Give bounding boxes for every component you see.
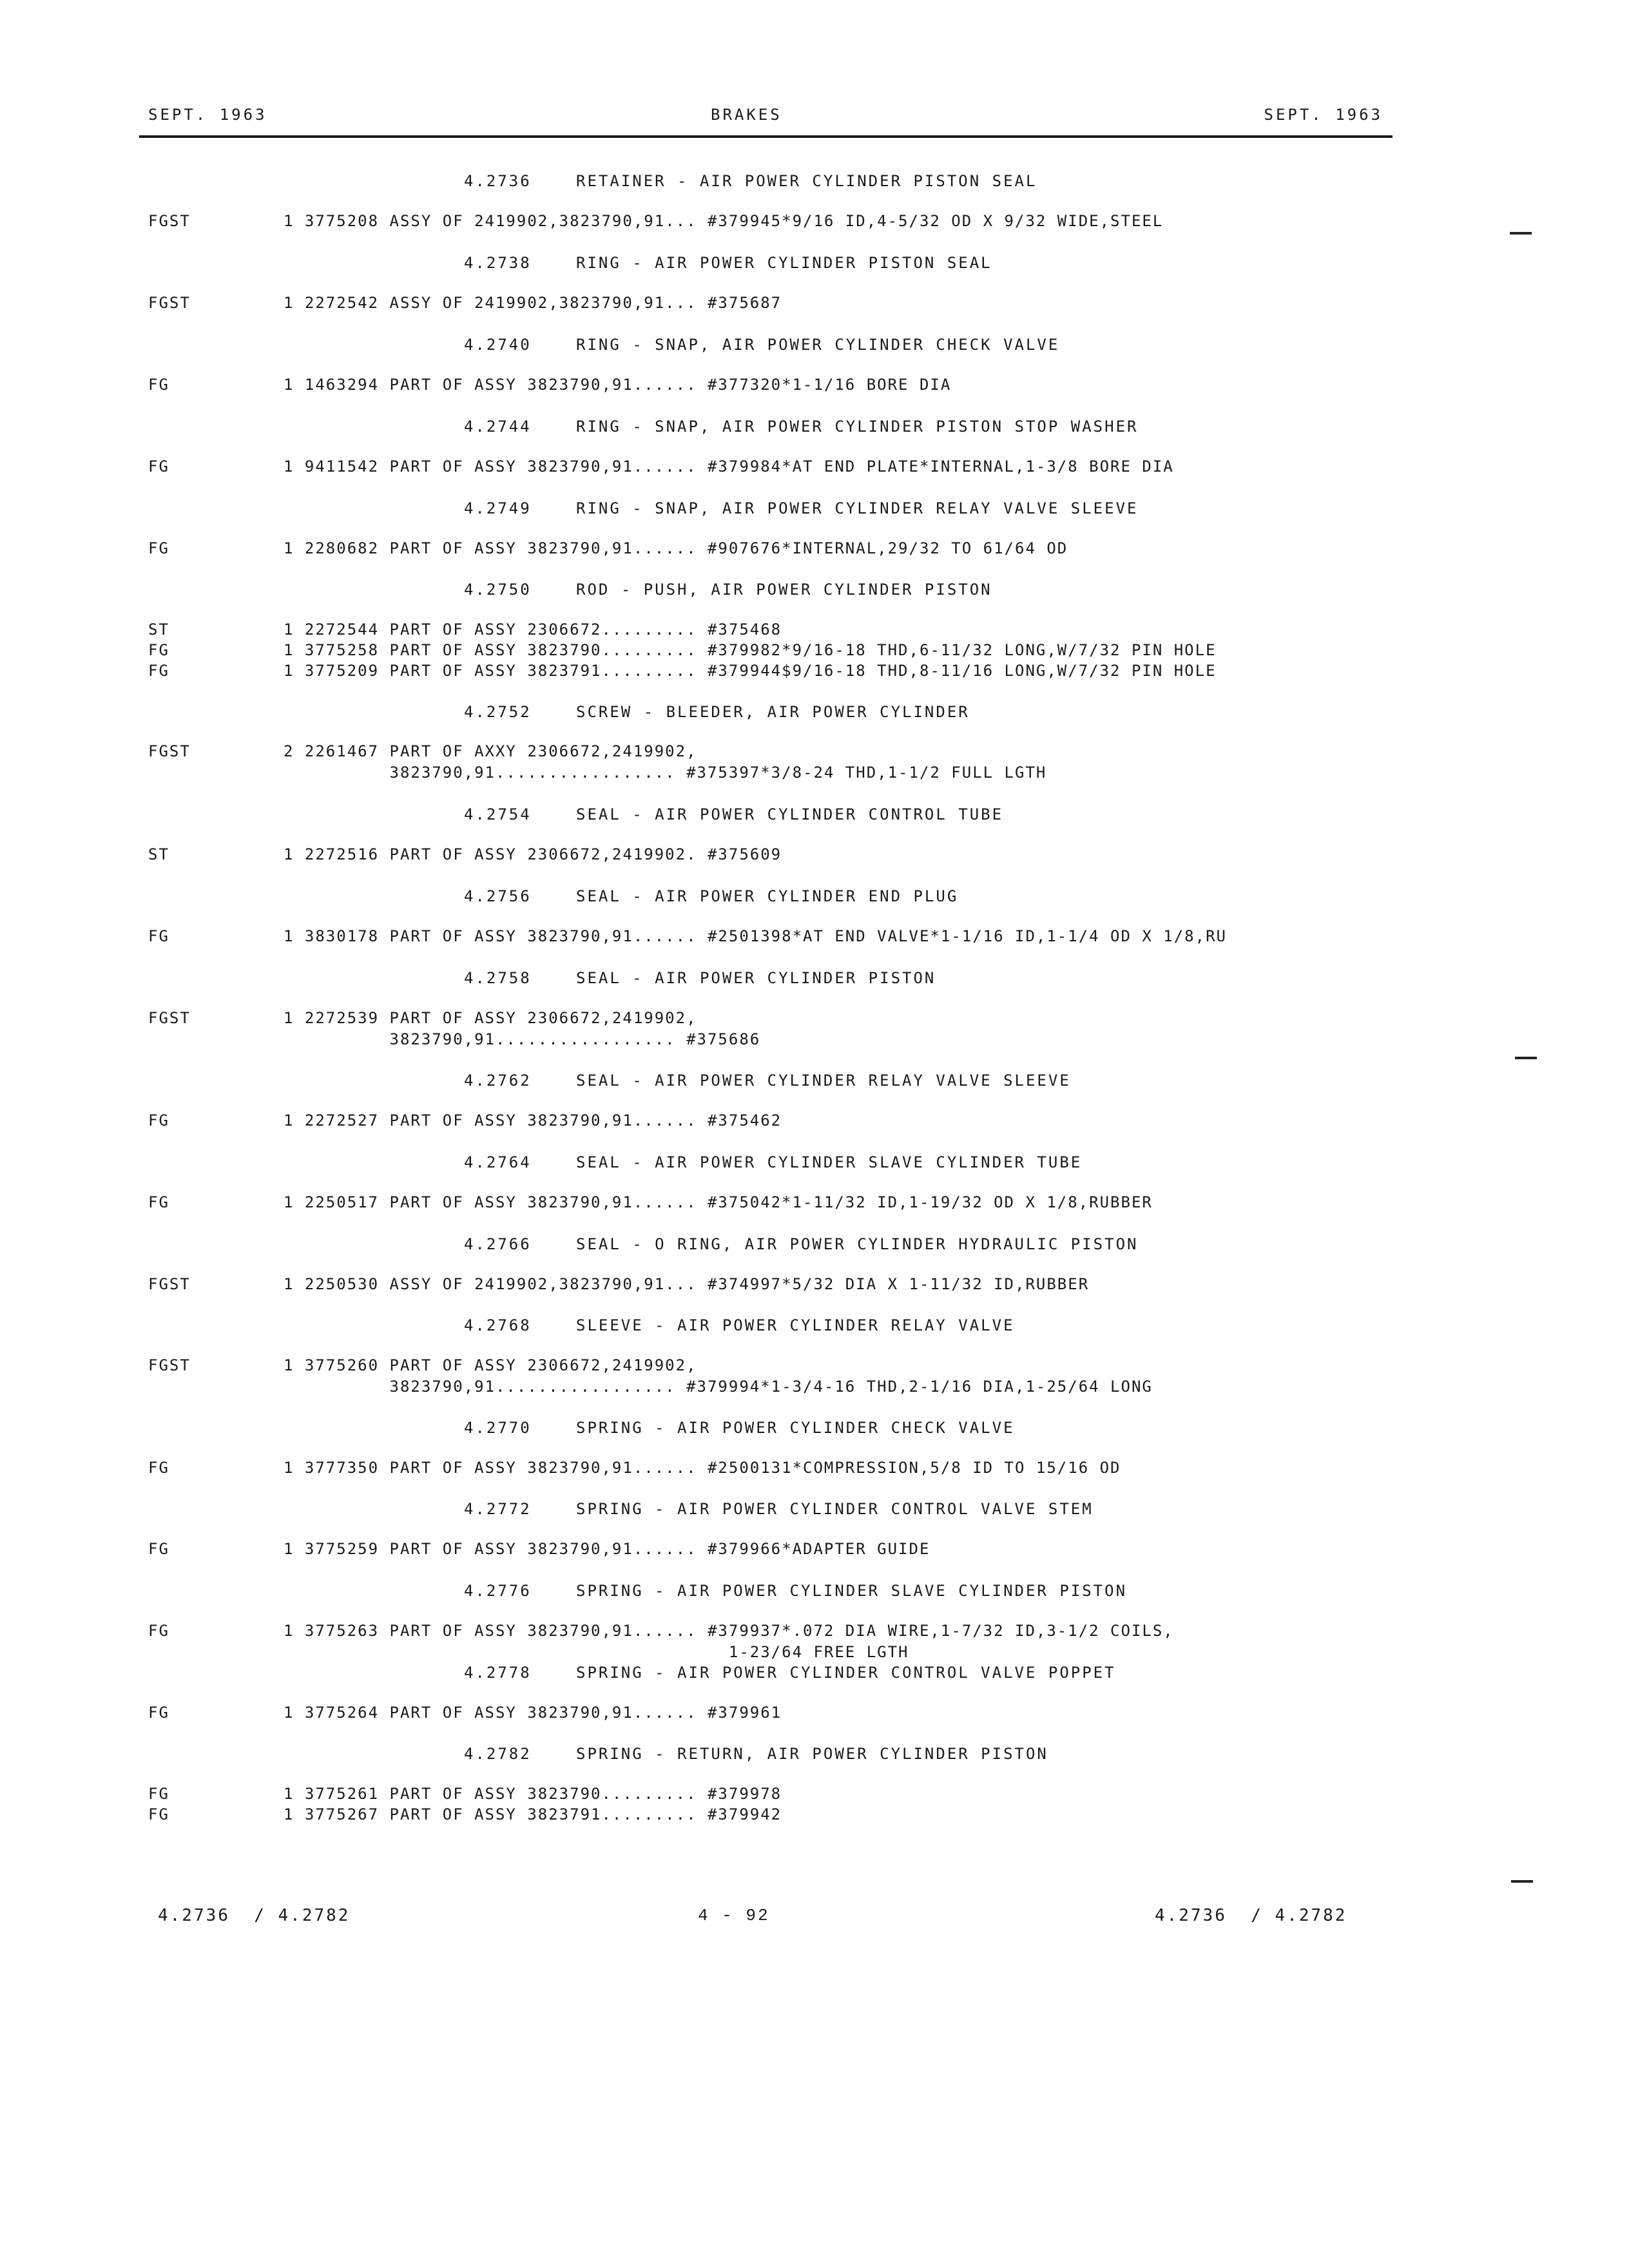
section-title: ROD - PUSH, AIR POWER CYLINDER PISTON	[576, 581, 992, 599]
part-entry-line: 1 3775261 PART OF ASSY 3823790......... #379978	[284, 1785, 782, 1803]
model-code: FG	[148, 641, 169, 659]
section-number: 4.2744	[464, 418, 532, 436]
model-code: FG	[148, 927, 169, 945]
section-heading	[464, 254, 992, 272]
part-entry-line: 1 2250530 ASSY OF 2419902,3823790,91... #374997*5/32 DIA X 1-11/32 ID,RUBBER	[284, 1275, 1090, 1293]
section-title: RING - AIR POWER CYLINDER PISTON SEAL	[576, 254, 992, 272]
section-number: 4.2782	[464, 1745, 532, 1763]
part-entry-line: 1 3775258 PART OF ASSY 3823790......... #379982*9/16-18 THD,6-11/32 LONG,W/7/32 PIN HOLE	[284, 641, 1217, 659]
model-code: FGST	[148, 1275, 191, 1293]
section-number: 4.2750	[464, 581, 532, 599]
section-number: 4.2778	[464, 1664, 532, 1682]
section-heading	[464, 1153, 1082, 1171]
section-number: 4.2770	[464, 1419, 532, 1437]
model-code: ST	[148, 845, 169, 863]
section-heading	[464, 1745, 1048, 1763]
part-entry-line: 1 3775267 PART OF ASSY 3823791......... #379942	[284, 1805, 782, 1823]
part-entry-line: 1 2272527 PART OF ASSY 3823790,91...... #375462	[284, 1111, 782, 1129]
section-heading	[464, 1500, 1094, 1518]
part-entry-line: 1 3777350 PART OF ASSY 3823790,91...... #2500131*COMPRESSION,5/8 ID TO 15/16 OD	[284, 1459, 1121, 1477]
section-heading	[464, 581, 992, 599]
part-entry-line: 3823790,91................. #375686	[284, 1030, 761, 1048]
section-number: 4.2736	[464, 172, 532, 190]
model-code: FGST	[148, 1009, 191, 1027]
section-title: SPRING - AIR POWER CYLINDER CONTROL VALVE STEM	[576, 1500, 1094, 1518]
model-code: FG	[148, 457, 169, 476]
section-heading	[464, 969, 936, 987]
part-entry-line: 1 3775209 PART OF ASSY 3823791......... #379944$9/16-18 THD,8-11/16 LONG,W/7/32 PIN HOLE	[284, 662, 1217, 680]
section-heading	[464, 1582, 1127, 1600]
page-number: 4 - 92	[698, 1906, 770, 1925]
part-entry-line: 2 2261467 PART OF AXXY 2306672,2419902,	[284, 742, 697, 760]
header-date-right: SEPT. 1963	[1264, 106, 1383, 124]
model-code: FG	[148, 376, 169, 394]
model-code: ST	[148, 620, 169, 639]
section-number: 4.2740	[464, 336, 532, 354]
part-entry-line: 1 3775259 PART OF ASSY 3823790,91...... #379966*ADAPTER GUIDE	[284, 1540, 930, 1558]
footer-range-left: 4.2736 / 4.2782	[158, 1906, 351, 1925]
model-code: FG	[148, 1785, 169, 1803]
part-entry-line: 1 2272516 PART OF ASSY 2306672,2419902. #375609	[284, 845, 782, 863]
section-number: 4.2754	[464, 805, 532, 823]
part-entry-line: 1 9411542 PART OF ASSY 3823790,91...... #379984*AT END PLATE*INTERNAL,1-3/8 BORE DIA	[284, 457, 1174, 476]
margin-mark	[1510, 232, 1532, 235]
section-number: 4.2766	[464, 1235, 532, 1253]
part-entry-line: 1 2280682 PART OF ASSY 3823790,91...... #907676*INTERNAL,29/32 TO 61/64 OD	[284, 539, 1068, 557]
margin-mark	[1511, 1880, 1533, 1883]
section-number: 4.2772	[464, 1500, 532, 1518]
part-entry-line: 1 3775264 PART OF ASSY 3823790,91...... #379961	[284, 1704, 782, 1722]
section-heading	[464, 418, 1138, 436]
part-entry-line: 3823790,91................. #379994*1-3/4-16 THD,2-1/16 DIA,1-25/64 LONG	[284, 1378, 1153, 1396]
section-title: RING - SNAP, AIR POWER CYLINDER PISTON STOP WASHER	[576, 418, 1139, 436]
section-title: RING - SNAP, AIR POWER CYLINDER CHECK VALVE	[576, 336, 1060, 354]
section-heading	[464, 1419, 1015, 1437]
section-heading	[464, 887, 958, 905]
section-number: 4.2752	[464, 703, 532, 721]
section-title: SPRING - RETURN, AIR POWER CYLINDER PISTON	[576, 1745, 1048, 1763]
section-heading	[464, 1235, 1138, 1253]
part-entry-line: 1 2272539 PART OF ASSY 2306672,2419902,	[284, 1009, 697, 1027]
part-entry-line: 1 3775260 PART OF ASSY 2306672,2419902,	[284, 1356, 697, 1374]
header-rule	[139, 135, 1393, 138]
header-date-left: SEPT. 1963	[148, 106, 267, 124]
footer-range-right: 4.2736 / 4.2782	[1155, 1906, 1347, 1925]
section-number: 4.2768	[464, 1316, 532, 1334]
part-entry-line: 1 2272544 PART OF ASSY 2306672......... #375468	[284, 620, 782, 639]
section-heading	[464, 703, 970, 721]
section-title: SPRING - AIR POWER CYLINDER SLAVE CYLINDER PISTON	[576, 1582, 1128, 1600]
section-number: 4.2756	[464, 887, 532, 905]
model-code: FGST	[148, 742, 191, 760]
section-title: SPRING - AIR POWER CYLINDER CHECK VALVE	[576, 1419, 1015, 1437]
model-code: FGST	[148, 294, 191, 312]
part-entry-line: 1 3830178 PART OF ASSY 3823790,91...... #2501398*AT END VALVE*1-1/16 ID,1-1/4 OD X 1/8,RU	[284, 927, 1227, 945]
model-code: FG	[148, 1704, 169, 1722]
section-title: SCREW - BLEEDER, AIR POWER CYLINDER	[576, 703, 970, 721]
section-title: SEAL - AIR POWER CYLINDER PISTON	[576, 969, 936, 987]
model-code: FG	[148, 1459, 169, 1477]
section-heading	[464, 1316, 1015, 1334]
header-section-title: BRAKES	[711, 106, 782, 124]
section-number: 4.2764	[464, 1153, 532, 1171]
section-heading	[464, 336, 1059, 354]
part-entry-line: 1 2250517 PART OF ASSY 3823790,91...... #375042*1-11/32 ID,1-19/32 OD X 1/8,RUBBER	[284, 1193, 1153, 1211]
section-heading	[464, 172, 1037, 190]
section-heading	[464, 1072, 1071, 1090]
model-code: FG	[148, 539, 169, 557]
model-code: FG	[148, 1622, 169, 1640]
section-title: SEAL - AIR POWER CYLINDER SLAVE CYLINDER TUBE	[576, 1153, 1083, 1171]
section-number: 4.2738	[464, 254, 532, 272]
section-title: RETAINER - AIR POWER CYLINDER PISTON SEAL	[576, 172, 1037, 190]
model-code: FG	[148, 662, 169, 680]
model-code: FGST	[148, 212, 191, 230]
model-code: FG	[148, 1111, 169, 1129]
section-title: SLEEVE - AIR POWER CYLINDER RELAY VALVE	[576, 1316, 1015, 1334]
section-title: SEAL - O RING, AIR POWER CYLINDER HYDRAULIC PISTON	[576, 1235, 1139, 1253]
model-code: FGST	[148, 1356, 191, 1374]
section-heading	[464, 499, 1138, 517]
section-number: 4.2749	[464, 499, 532, 517]
part-entry-line: 1 1463294 PART OF ASSY 3823790,91...... #377320*1-1/16 BORE DIA	[284, 376, 952, 394]
section-number: 4.2776	[464, 1582, 532, 1600]
section-title: SEAL - AIR POWER CYLINDER RELAY VALVE SLEEVE	[576, 1072, 1071, 1090]
margin-mark	[1515, 1057, 1537, 1059]
model-code: FG	[148, 1193, 169, 1211]
part-entry-line: 1-23/64 FREE LGTH	[284, 1643, 909, 1661]
part-entry-line: 1 3775208 ASSY OF 2419902,3823790,91... #379945*9/16 ID,4-5/32 OD X 9/32 WIDE,STEEL	[284, 212, 1164, 230]
section-number: 4.2762	[464, 1072, 532, 1090]
section-heading	[464, 805, 1003, 823]
model-code: FG	[148, 1805, 169, 1823]
part-entry-line: 1 2272542 ASSY OF 2419902,3823790,91... #375687	[284, 294, 782, 312]
part-entry-line: 3823790,91................. #375397*3/8-24 THD,1-1/2 FULL LGTH	[284, 764, 1047, 782]
section-title: SEAL - AIR POWER CYLINDER END PLUG	[576, 887, 959, 905]
section-number: 4.2758	[464, 969, 532, 987]
section-heading	[464, 1664, 1116, 1682]
part-entry-line: 1 3775263 PART OF ASSY 3823790,91...... #379937*.072 DIA WIRE,1-7/32 ID,3-1/2 COILS,	[284, 1622, 1174, 1640]
model-code: FG	[148, 1540, 169, 1558]
section-title: RING - SNAP, AIR POWER CYLINDER RELAY VALVE SLEEVE	[576, 499, 1139, 517]
section-title: SPRING - AIR POWER CYLINDER CONTROL VALVE POPPET	[576, 1664, 1116, 1682]
section-title: SEAL - AIR POWER CYLINDER CONTROL TUBE	[576, 805, 1004, 823]
